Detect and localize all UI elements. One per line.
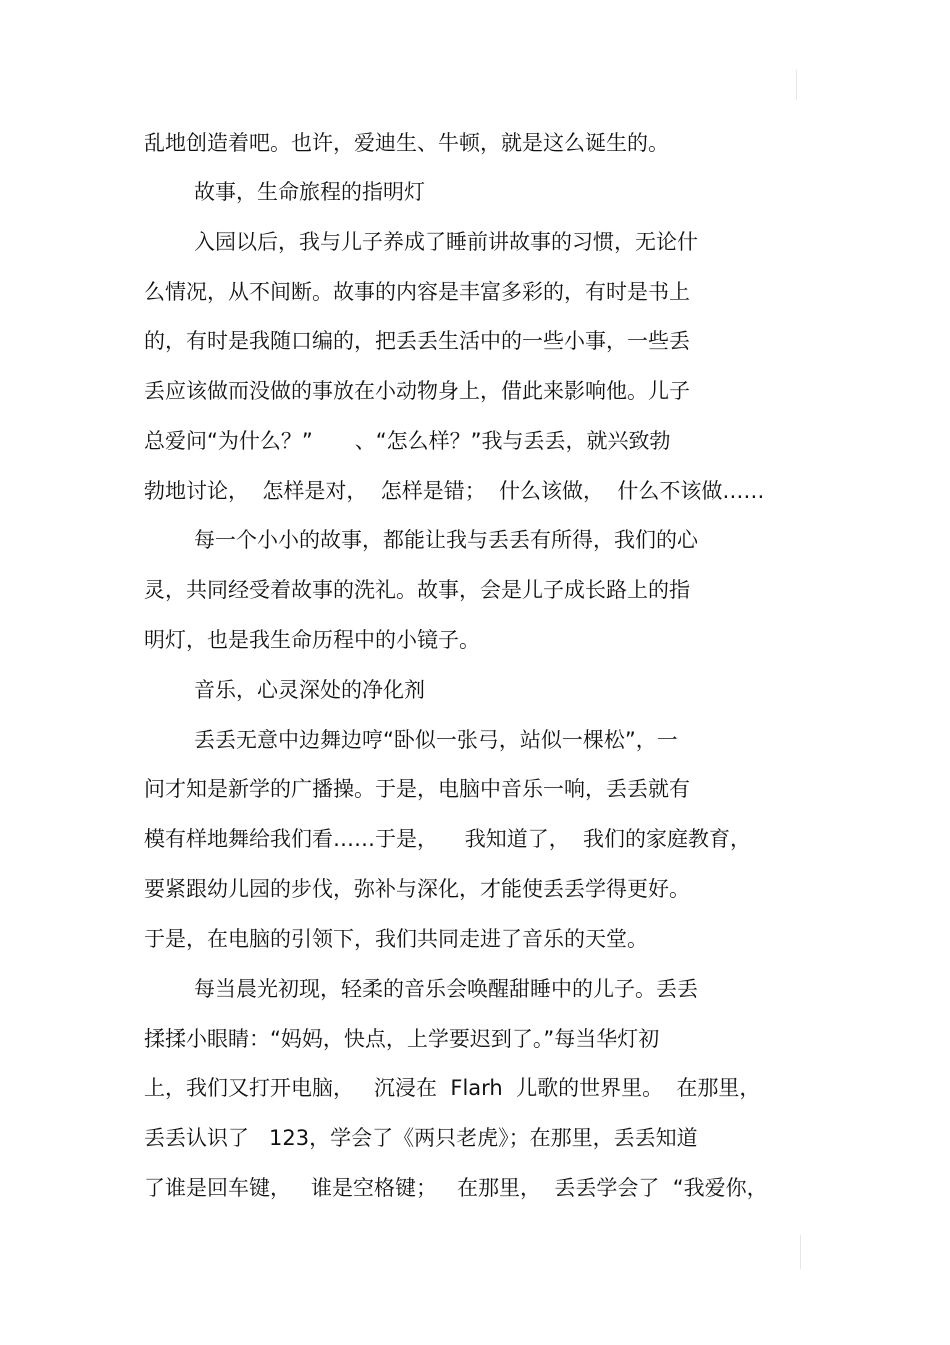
text-line: 勃地讨论， 怎样是对， 怎样是错； 什么该做， 什么不该做…… bbox=[144, 479, 765, 503]
text-line: 要紧跟幼儿园的步伐，弥补与深化，才能使丢丢学得更好。 bbox=[144, 877, 690, 901]
text-line: 乱地创造着吧。也许，爱迪生、牛顿，就是这么诞生的。 bbox=[144, 131, 669, 155]
text-line: 入园以后，我与儿子养成了睡前讲故事的习惯，无论什 bbox=[194, 230, 698, 254]
text-line: 丢丢无意中边舞边哼“卧似一张弓，站似一棵松”，一 bbox=[194, 728, 678, 752]
text-line: 丢应该做而没做的事放在小动物身上，借此来影响他。儿子 bbox=[144, 379, 690, 403]
text-line: 丢丢认识了 123，学会了《两只老虎》；在那里，丢丢知道 bbox=[144, 1126, 698, 1150]
text-line: 于是，在电脑的引领下，我们共同走进了音乐的天堂。 bbox=[144, 927, 648, 951]
page-margin-mark-top bbox=[796, 70, 797, 100]
text-line: 每一个小小的故事，都能让我与丢丢有所得，我们的心 bbox=[194, 528, 698, 552]
text-line: 明灯，也是我生命历程中的小镜子。 bbox=[144, 628, 480, 652]
text-line: 每当晨光初现，轻柔的音乐会唤醒甜睡中的儿子。丢丢 bbox=[194, 977, 698, 1001]
text-line: 了谁是回车键， 谁是空格键； 在那里， 丢丢学会了 “我爱你， bbox=[144, 1176, 768, 1200]
text-line: 的，有时是我随口编的，把丢丢生活中的一些小事，一些丢 bbox=[144, 329, 690, 353]
page-margin-mark-bottom bbox=[800, 1235, 801, 1269]
text-line: 揉揉小眼睛：“妈妈，快点，上学要迟到了。”每当华灯初 bbox=[144, 1027, 660, 1051]
text-line: 问才知是新学的广播操。于是，电脑中音乐一响，丢丢就有 bbox=[144, 777, 690, 801]
text-line: 么情况，从不间断。故事的内容是丰富多彩的，有时是书上 bbox=[144, 280, 690, 304]
section-heading-story: 故事，生命旅程的指明灯 bbox=[194, 180, 425, 204]
text-line: 总爱问“为什么？” 、“怎么样？”我与丢丢，就兴致勃 bbox=[144, 429, 671, 453]
text-line: 模有样地舞给我们看……于是， 我知道了， 我们的家庭教育， bbox=[144, 827, 752, 851]
text-line: 上，我们又打开电脑， 沉浸在 Flarh 儿歌的世界里。 在那里， bbox=[144, 1076, 761, 1100]
text-line: 灵，共同经受着故事的洗礼。故事，会是儿子成长路上的指 bbox=[144, 578, 690, 602]
section-heading-music: 音乐，心灵深处的净化剂 bbox=[194, 678, 425, 702]
